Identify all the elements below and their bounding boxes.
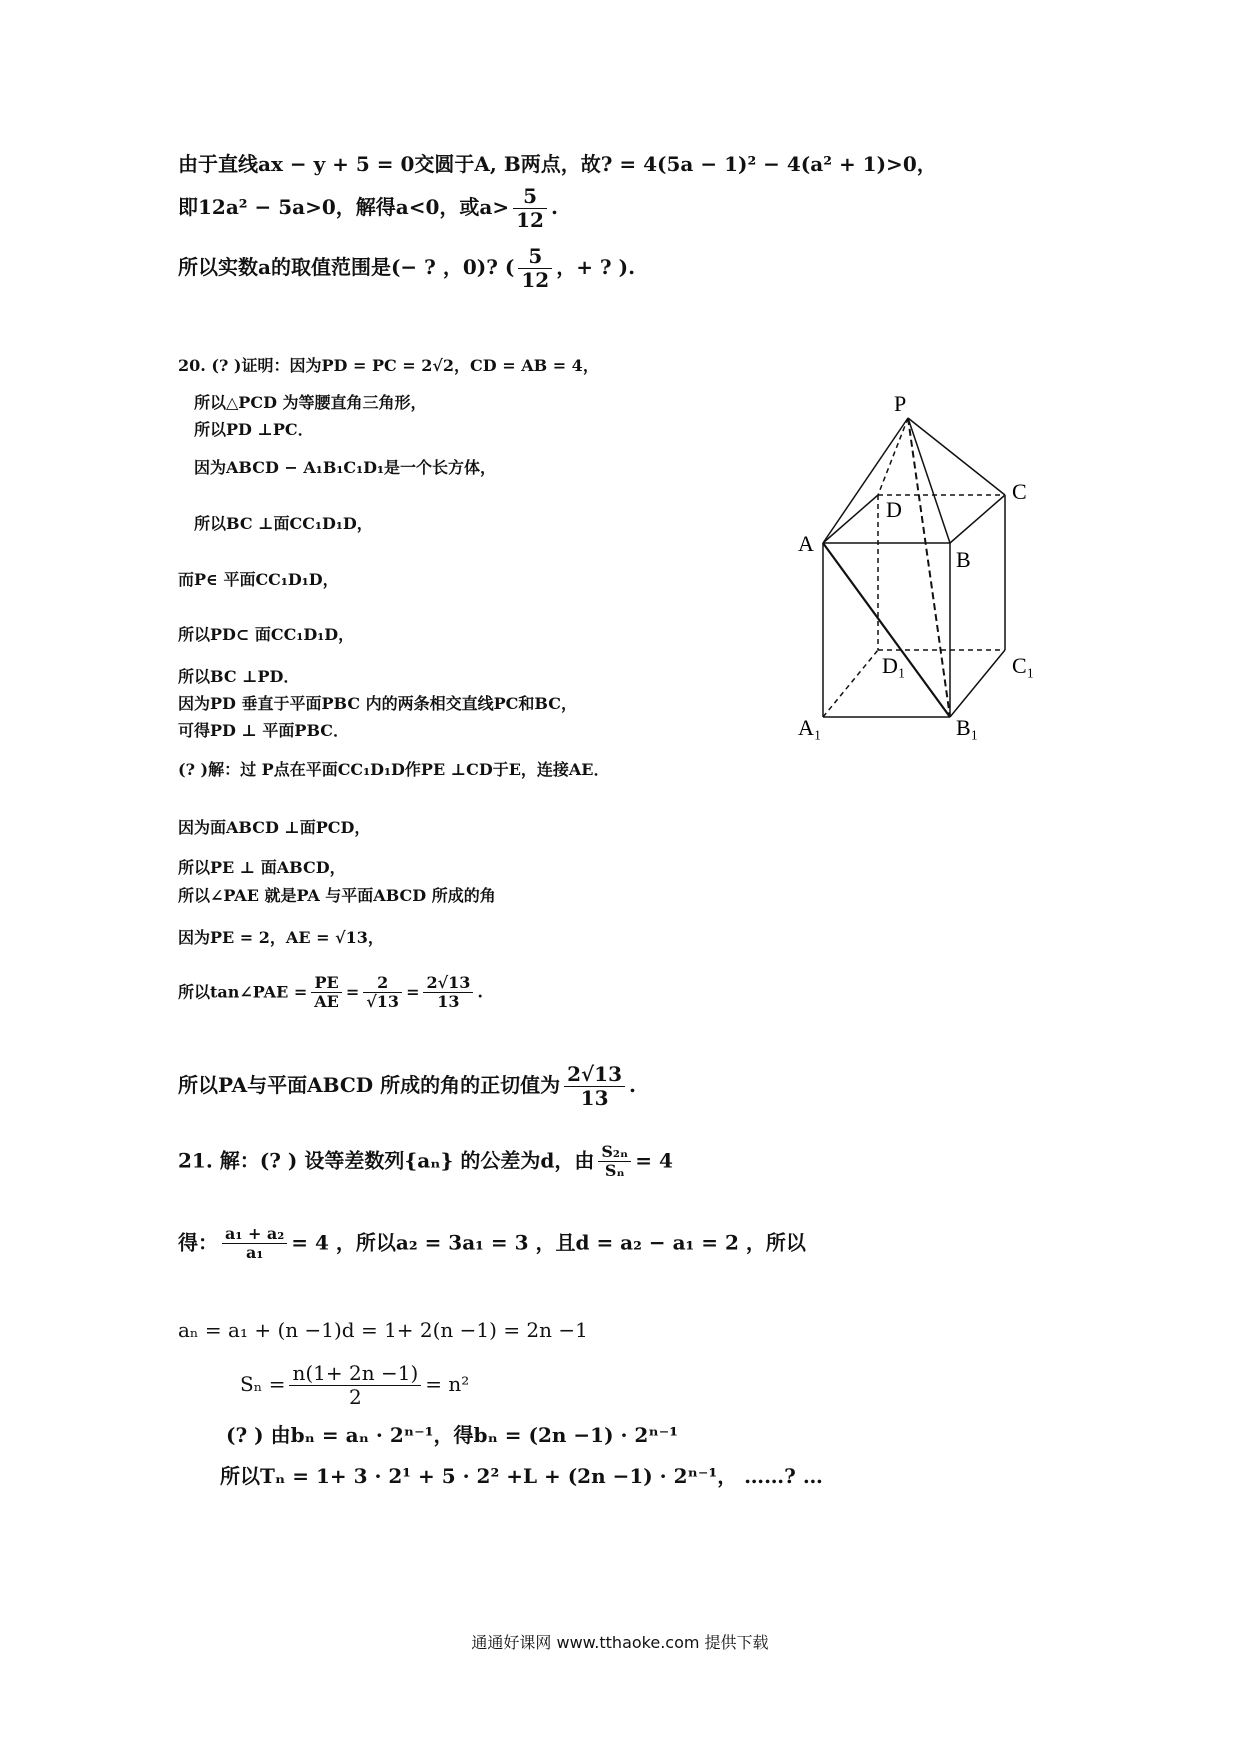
p21-line-5: (? ) 由bₙ = aₙ · 2ⁿ⁻¹，得bₙ = (2n −1) · 2ⁿ⁻¹ [226,1423,679,1447]
label-b: B [956,547,971,572]
fraction-sn [289,1362,421,1409]
p20-line-8: 所以BC ⊥PD． [178,667,300,686]
p21-line-4 [240,1362,469,1409]
p20-line-16 [178,974,483,1012]
fraction-numerator: n(1+ 2n −1) [289,1362,421,1386]
fraction-denominator: AE [314,992,339,1012]
edge-p-c [908,418,1005,495]
edge-p-b [908,418,950,543]
fraction-numerator: PE [311,974,342,993]
fraction-numerator: 5 [518,245,552,269]
fraction-denominator: √13 [366,992,400,1012]
p21-line-4-pre: Sₙ = [240,1372,286,1396]
p20-line-2: 所以△PCD 为等腰直角三角形， [194,393,427,412]
text-line-2 [178,185,558,232]
diagonal-a-b1 [823,543,950,717]
diagonal-p-b1 [908,418,950,717]
p20-line-5: 所以BC ⊥面CC₁D₁D， [194,514,373,533]
fraction-5-12-range [518,245,552,292]
p21-line-1-post: = 4 [635,1148,673,1173]
p20-line-11: (? )解：过 P点在平面CC₁D₁D作PE ⊥CD于E，连接AE． [178,760,610,779]
p20-line-6: 而P∈ 平面CC₁D₁D， [178,570,339,589]
fraction-denominator: 12 [521,268,550,292]
fraction-denominator: 13 [580,1086,609,1110]
p20-line-7: 所以PD⊂ 面CC₁D₁D， [178,625,355,644]
p21-line-2 [178,1225,806,1263]
fraction-pe-ae [311,974,342,1012]
p21-line-1-pre: 21. 解：(? ) 设等差数列{aₙ} 的公差为d，由 [178,1148,595,1173]
text-line-2-pre: 即12a² − 5a>0，解得a<0，或a> [178,195,510,219]
p20-line-13: 所以PE ⊥ 面ABCD， [178,858,346,877]
fraction-numerator: 2√13 [564,1063,625,1087]
edge-p-a [823,418,908,543]
p21-line-2-post: = 4 ，所以a₂ = 3a₁ = 3 ，且d = a₂ − a₁ = 2 ，所以 [291,1230,806,1255]
text-line-1: 由于直线ax − y + 5 = 0交圆于A, B两点，故? = 4(5a − 1)² − 4(a² + 1)>0， [178,152,937,176]
fraction-denominator: a₁ [245,1243,264,1263]
label-a: A [798,531,814,556]
p21-line-4-post: = n² [425,1372,470,1396]
fraction-numerator: 2 [363,974,402,993]
p20-line-15: 因为PE = 2，AE = √13， [178,928,384,947]
p21-line-1 [178,1143,673,1181]
label-c: C [1012,479,1027,504]
fraction-answer [564,1063,625,1110]
fraction-numerator: a₁ + a₂ [222,1225,287,1244]
p21-line-3: aₙ = a₁ + (n −1)d = 1+ 2(n −1) = 2n −1 [178,1318,588,1342]
p20-line-12: 因为面ABCD ⊥面PCD， [178,818,371,837]
fraction-2sqrt13-13 [423,974,473,1012]
p20-line-17 [178,1063,636,1110]
tan-label: 所以tan∠PAE = [178,982,308,1002]
text-line-3-post: ，+ ? ). [556,255,636,279]
fraction-denominator: 2 [348,1385,362,1409]
label-d1: D₁ [882,653,906,678]
cuboid-diagram [790,395,1070,755]
text-line-3 [178,245,635,292]
label-b1: B₁ [956,715,979,740]
page-footer: 通通好课网 www.tthaoke.com 提供下载 [471,1633,769,1652]
fraction-numerator: S₂ₙ [598,1143,631,1162]
equals-sign: = [406,982,420,1002]
edge-a1-d1 [823,650,878,717]
p21-line-2-pre: 得： [178,1230,218,1255]
fraction-numerator: 2√13 [423,974,473,993]
p20-line-3: 所以PD ⊥PC． [194,420,314,439]
fraction-2-sqrt13 [363,974,402,1012]
label-a1: A₁ [798,715,822,740]
text-line-3-pre: 所以实数a的取值范围是(− ? ，0)? ( [178,255,515,279]
p21-line-6: 所以Tₙ = 1+ 3 · 2¹ + 5 · 2² +L + (2n −1) · 2ⁿ⁻¹， ……? … [220,1464,823,1488]
fraction-s2n-sn [598,1143,631,1181]
label-c1: C₁ [1012,653,1035,678]
fraction-5-12 [513,185,547,232]
p20-line-9: 因为PD 垂直于平面PBC 内的两条相交直线PC和BC， [178,694,577,713]
p20-line-1: 20. (? )证明：因为PD = PC = 2√2，CD = AB = 4， [178,356,599,375]
fraction-a1-a2 [222,1225,287,1263]
text-line-2-post: . [550,195,558,219]
edge-b-c [950,495,1005,543]
p20-line-17-pre: 所以PA与平面ABCD 所成的角的正切值为 [178,1073,561,1097]
edge-b1-c1 [950,650,1005,717]
p20-line-10: 可得PD ⊥ 平面PBC． [178,721,349,740]
label-p: P [894,395,907,416]
fraction-numerator: 5 [513,185,547,209]
p20-line-14: 所以∠PAE 就是PA 与平面ABCD 所成的角 [178,886,496,905]
equals-sign: = [345,982,360,1002]
fraction-denominator: Sₙ [604,1161,625,1181]
fraction-denominator: 12 [516,208,544,232]
period: . [477,982,483,1002]
fraction-denominator: 13 [437,992,460,1012]
label-d: D [886,497,902,522]
p20-line-4: 因为ABCD − A₁B₁C₁D₁是一个长方体， [194,458,496,477]
period: . [629,1073,636,1097]
